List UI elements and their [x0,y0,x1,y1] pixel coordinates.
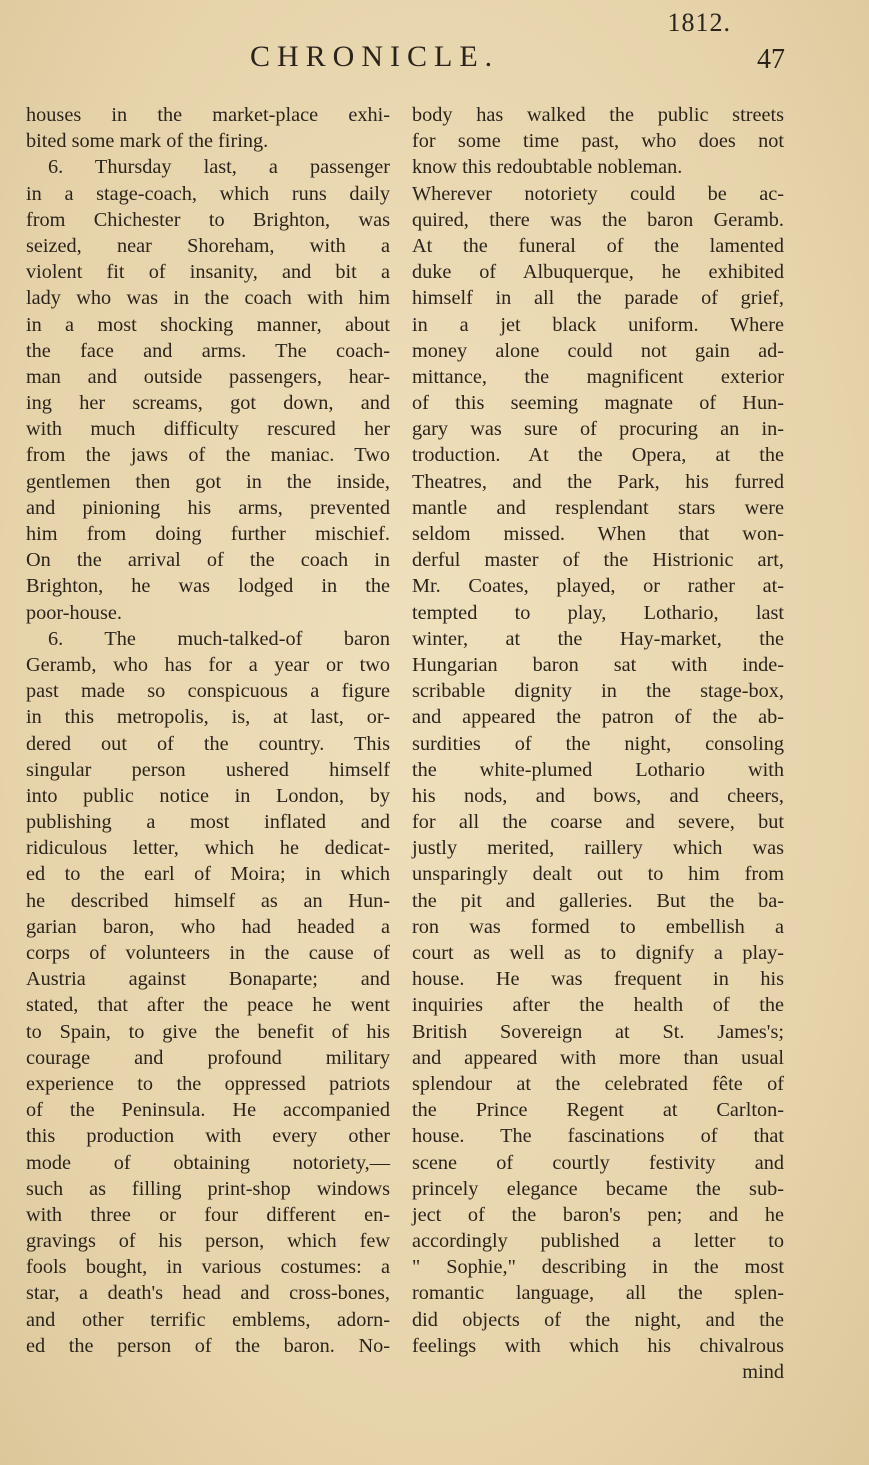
text-line: seized, near Shoreham, with a [26,234,390,257]
text-line: accordingly published a letter to [412,1230,784,1253]
text-line: money alone could not gain ad- [412,339,784,362]
text-line: and other terrific emblems, adorn- [26,1308,390,1331]
text-line: know this redoubtable nobleman. [412,156,683,179]
text-line: troduction. At the Opera, at the [412,444,784,467]
text-line: lady who was in the coach with him [26,287,390,310]
text-line: ing her screams, got down, and [26,392,390,415]
text-line: house. The fascinations of that [412,1125,784,1148]
text-line: this production with every other [26,1125,390,1148]
text-line: surdities of the night, consoling [412,732,784,755]
text-line: ridiculous letter, which he dedicat- [26,837,390,860]
text-line: stated, that after the peace he went [26,994,390,1017]
text-line: to Spain, to give the benefit of his [26,1020,390,1043]
text-line: publishing a most inflated and [26,811,390,834]
text-line: into public notice in London, by [26,784,390,807]
text-line: ed the person of the baron. No- [26,1334,390,1357]
text-line: of the Peninsula. He accompanied [26,1099,390,1122]
text-line: 6. The much-talked-of baron [48,627,390,650]
text-line: of this seeming magnate of Hun- [412,392,784,415]
text-line: On the arrival of the coach in [26,549,390,572]
text-line: house. He was frequent in his [412,968,784,991]
text-line: the face and arms. The coach- [26,339,390,362]
text-line: derful master of the Histrionic art, [412,549,784,572]
text-line: for all the coarse and severe, but [412,811,784,834]
page-number: 47 [757,44,785,75]
text-line: Brighton, he was lodged in the [26,575,390,598]
catchword: mind [742,1361,784,1383]
text-line: seldom missed. When that won- [412,523,784,545]
text-line: ron was formed to embellish a [412,915,784,938]
text-line: the white-plumed Lothario with [412,758,784,781]
text-line: mode of obtaining notoriety,— [26,1151,390,1174]
text-line: corps of volunteers in the cause of [26,942,390,964]
text-line: Austria against Bonaparte; and [26,968,390,991]
text-line: winter, at the Hay-market, the [412,627,784,650]
text-line: courage and profound military [26,1046,390,1069]
text-line: singular person ushered himself [26,758,390,781]
text-line: and appeared with more than usual [412,1046,784,1069]
text-line: from Chichester to Brighton, was [26,208,390,231]
text-line: did objects of the night, and the [412,1308,784,1331]
text-line: Hungarian baron sat with inde- [412,653,784,676]
text-line: mittance, the magnificent exterior [412,365,784,388]
text-line: court as well as to dignify a play- [412,942,784,964]
text-line: gary was sure of procuring an in- [412,418,784,441]
text-line: justly merited, raillery which was [412,837,784,860]
text-line: British Sovereign at St. James's; [412,1020,784,1043]
text-line: him from doing further mischief. [26,523,390,545]
text-line: unsparingly dealt out to him from [412,863,784,886]
text-line: with three or four different en- [26,1203,390,1226]
text-line: and appeared the patron of the ab- [412,706,784,729]
text-line: Wherever notoriety could be ac- [412,182,784,205]
text-line: for some time past, who does not [412,130,784,153]
text-line: bited some mark of the firing. [26,130,269,153]
running-title: CHRONICLE. [250,40,500,73]
text-line: in a most shocking manner, about [26,313,390,336]
text-line: experience to the oppressed patriots [26,1072,390,1095]
text-line: man and outside passengers, hear- [26,365,390,388]
page-year: 1812. [667,8,731,37]
text-line: houses in the market-place exhi- [26,104,390,126]
text-line: violent fit of insanity, and bit a [26,261,390,284]
text-line: inquiries after the health of the [412,994,784,1017]
text-line: from the jaws of the maniac. Two [26,444,390,467]
text-line: he described himself as an Hun- [26,889,390,912]
text-line: and pinioning his arms, prevented [26,496,390,519]
text-line: At the funeral of the lamented [412,234,784,257]
text-line: Geramb, who has for a year or two [26,653,390,676]
text-line: romantic language, all the splen- [412,1282,784,1305]
text-line: garian baron, who had headed a [26,915,390,938]
text-line: duke of Albuquerque, he exhibited [412,261,784,284]
text-line: " Sophie," describing in the most [412,1256,784,1279]
text-line: gravings of his person, which few [26,1230,390,1253]
text-line: star, a death's head and cross-bones, [26,1282,390,1305]
text-line: splendour at the celebrated fête of [412,1072,784,1095]
text-line: princely elegance became the sub- [412,1177,784,1200]
text-line: his nods, and bows, and cheers, [412,784,784,807]
text-line: the Prince Regent at Carlton- [412,1099,784,1122]
text-line: gentlemen then got in the inside, [26,470,390,493]
text-line: quired, there was the baron Geramb. [412,208,784,231]
left-column [26,102,390,1359]
text-line: scene of courtly festivity and [412,1151,784,1174]
text-line: scribable dignity in the stage-box, [412,680,784,703]
text-line: himself in all the parade of grief, [412,287,784,310]
text-line: ed to the earl of Moira; in which [26,863,390,886]
text-line: Theatres, and the Park, his furred [412,470,784,493]
text-line: in this metropolis, is, at last, or- [26,706,390,729]
text-line: the pit and galleries. But the ba- [412,889,784,912]
text-line: tempted to play, Lothario, last [412,601,784,624]
text-line: feelings with which his chivalrous [412,1334,784,1357]
text-line: 6. Thursday last, a passenger [48,156,390,179]
text-line: body has walked the public streets [412,104,784,126]
text-line: in a stage-coach, which runs daily [26,182,390,205]
text-line: with much difficulty rescured her [26,418,390,441]
text-line: in a jet black uniform. Where [412,313,784,336]
text-line: fools bought, in various costumes: a [26,1256,390,1279]
text-line: such as filling print-shop windows [26,1177,390,1200]
text-line: Mr. Coates, played, or rather at- [412,575,784,598]
text-line: poor-house. [26,601,122,624]
text-line: dered out of the country. This [26,732,390,755]
text-line: mantle and resplendant stars were [412,496,784,519]
right-column [412,102,784,1385]
text-line: past made so conspicuous a figure [26,680,390,703]
text-line: ject of the baron's pen; and he [412,1203,784,1226]
